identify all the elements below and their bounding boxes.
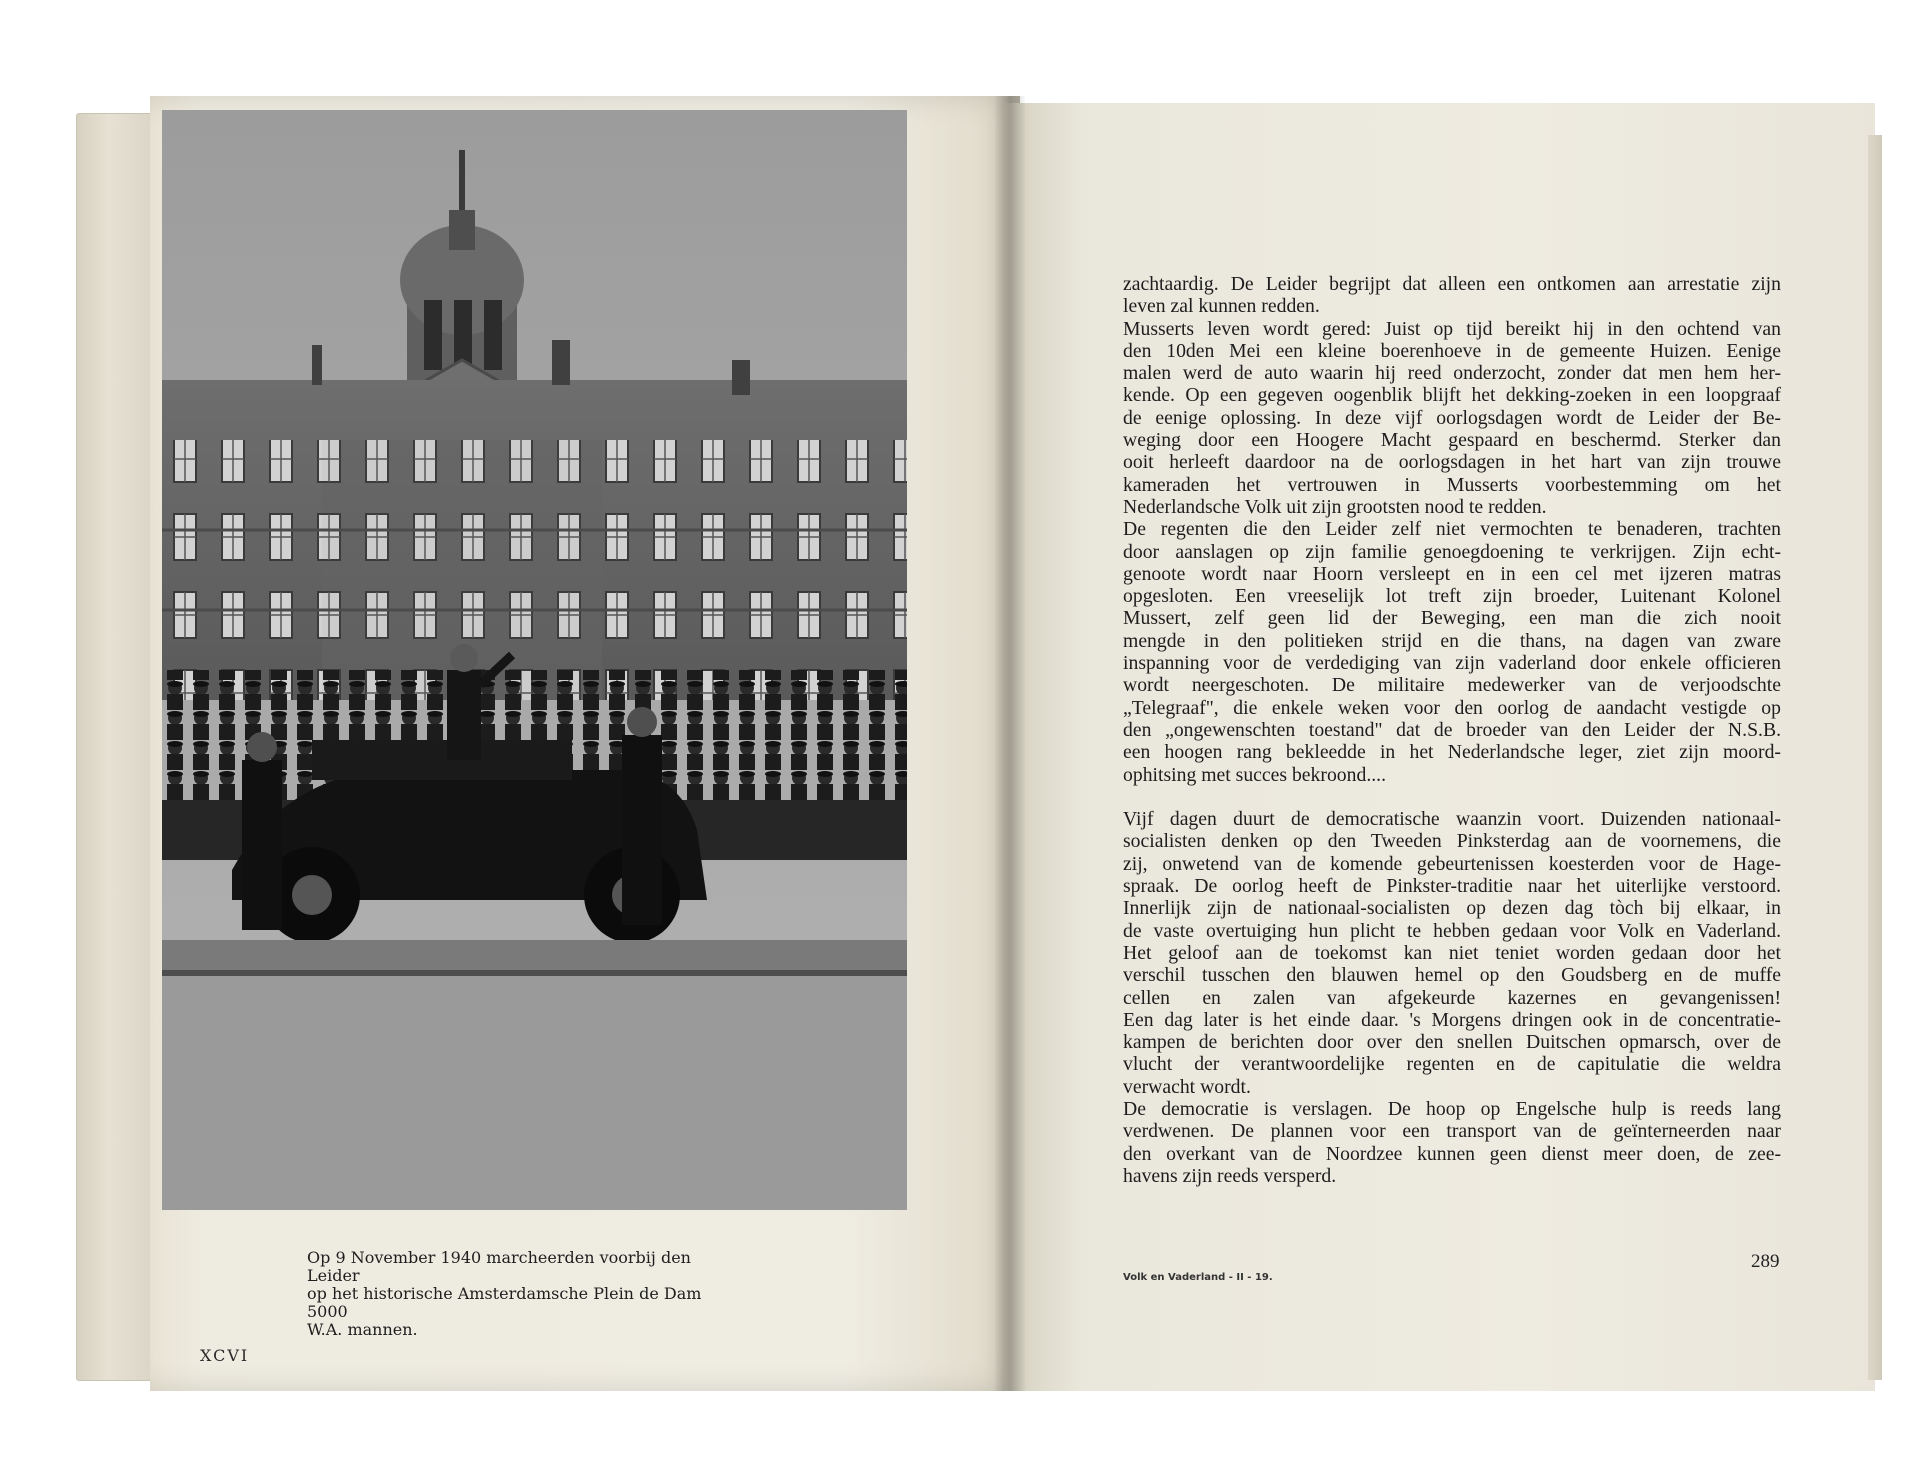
text-line: de vaste overtuiging hun plicht te hebben gedaan voor Volk en Vaderland. [1123, 919, 1781, 942]
text-line: Innerlijk zijn de nationaal-socialisten op dezen dag tòch bij elkaar, in [1123, 897, 1781, 920]
text-line: zachtaardig. De Leider begrijpt dat alleen een ontkomen aan arrestatie zijn [1123, 273, 1781, 295]
right-page-number: 289 [1751, 1251, 1780, 1272]
text-line: den „ongewenschten toestand" dat de broeder van den Leider der N.S.B. [1123, 718, 1781, 741]
text-line: De democratie is verslagen. De hoop op Engelsche hulp is reeds lang [1123, 1097, 1781, 1120]
text-line: malen werd de auto waarin hij reed onderzocht, zonder dat men hem her- [1123, 362, 1781, 385]
text-line: door aanslagen op zijn familie genoegdoening te verkrijgen. Zijn echt- [1123, 540, 1781, 563]
palace-photograph [162, 110, 907, 1210]
left-page-number: XCVI [200, 1346, 250, 1365]
text-line: opgesloten. Een vreeselijk lot treft zijn broeder, Luitenant Kolonel [1123, 585, 1781, 608]
text-line: den overkant van de Noordzee kunnen geen dienst meer doen, de zee- [1123, 1142, 1781, 1165]
text-line: Musserts leven wordt gered: Juist op tijd bereikt hij in den ochtend van [1123, 317, 1781, 340]
text-line: havens zijn reeds versperd. [1123, 1164, 1337, 1187]
text-line: inspanning voor de verdediging van zijn vaderland door enkele officieren [1123, 652, 1781, 675]
text-line: spraak. De oorlog heeft de Pinkster-traditie naar het uiterlijke verstoord. [1123, 875, 1781, 898]
text-line: kampen de berichten door over den snellen Duitschen opmarsch, over de [1123, 1031, 1781, 1054]
text-line: verwacht wordt. [1123, 1075, 1251, 1098]
text-line: weging door een Hoogere Macht gespaard en beschermd. Sterker dan [1123, 429, 1781, 452]
text-line: genoote wordt naar Hoorn versleept en in een cel met ijzeren matras [1123, 562, 1781, 585]
text-line: verschil tusschen den blauwen hemel op den Goudsberg en de muffe [1123, 964, 1781, 987]
text-line: kameraden het vertrouwen in Musserts voorbestemming om het [1123, 473, 1781, 496]
paragraph-gap [1123, 786, 1781, 808]
text-line: De regenten die den Leider zelf niet vermochten te benaderen, trachten [1123, 518, 1781, 541]
text-line: mengde in den politieken strijd en die thans, na dagen van zware [1123, 629, 1781, 652]
text-line: socialisten denken op den Tweeden Pinksterdag aan de voornemens, die [1123, 830, 1781, 853]
text-line: verdwenen. De plannen voor een transport van de geïnterneerden naar [1123, 1120, 1781, 1143]
body-text [1123, 273, 1781, 1187]
text-line: Nederlandsche Volk uit zijn grootsten nood te redden. [1123, 495, 1547, 518]
text-line: cellen en zalen van afgekeurde kazernes en gevangenissen! [1123, 986, 1781, 1009]
text-line: Vijf dagen duurt de democratische waanzin voort. Duizenden nationaal- [1123, 808, 1781, 831]
text-line: den 10den Mei een kleine boerenhoeve in de gemeente Huizen. Eenige [1123, 339, 1781, 362]
text-line: vlucht der verantwoordelijke regenten en de capitulatie die weldra [1123, 1053, 1781, 1076]
text-line: ophitsing met succes bekroond.... [1123, 763, 1387, 786]
text-line: kende. Op een gegeven oogenblik blijft het dekking-zoeken in een loopgraaf [1123, 384, 1781, 407]
right-page-stack [1868, 135, 1882, 1380]
text-line: wordt neergeschoten. De militaire medewerker van de verjoodschte [1123, 674, 1781, 697]
text-line: ooit herleeft daardoor na de oorlogsdagen in het hart van zijn trouwe [1123, 451, 1781, 474]
left-page-stack [76, 113, 158, 1381]
signature-mark: Volk en Vaderland - II - 19. [1123, 1272, 1273, 1283]
text-line: Mussert, zelf geen lid der Beweging, een man die zich nooit [1123, 607, 1781, 630]
text-line: „Telegraaf", die enkele weken voor den oorlog de aandacht vestigde op [1123, 696, 1781, 719]
photo-caption: Op 9 November 1940 marcheerden voorbij den Leider op het historische Amsterdamsche Plein de Dam 5000 W.A. mannen. [307, 1248, 702, 1339]
text-line: Een dag later is het einde daar. 's Morgens dringen ook in de concentratie- [1123, 1008, 1781, 1031]
text-line: een hoogen rang bekleedde in het Nederlandsche leger, ziet zijn moord- [1123, 741, 1781, 764]
book-gutter [995, 96, 1025, 1391]
text-line: zij, onwetend van de komende gebeurtenissen koesterden voor de Hage- [1123, 852, 1781, 875]
text-line: Het geloof aan de toekomst kan niet teniet worden gedaan door het [1123, 941, 1781, 964]
text-line: de eenige oplossing. In deze vijf oorlogsdagen wordt de Leider der Be- [1123, 406, 1781, 429]
text-line: leven zal kunnen redden. [1123, 295, 1320, 318]
